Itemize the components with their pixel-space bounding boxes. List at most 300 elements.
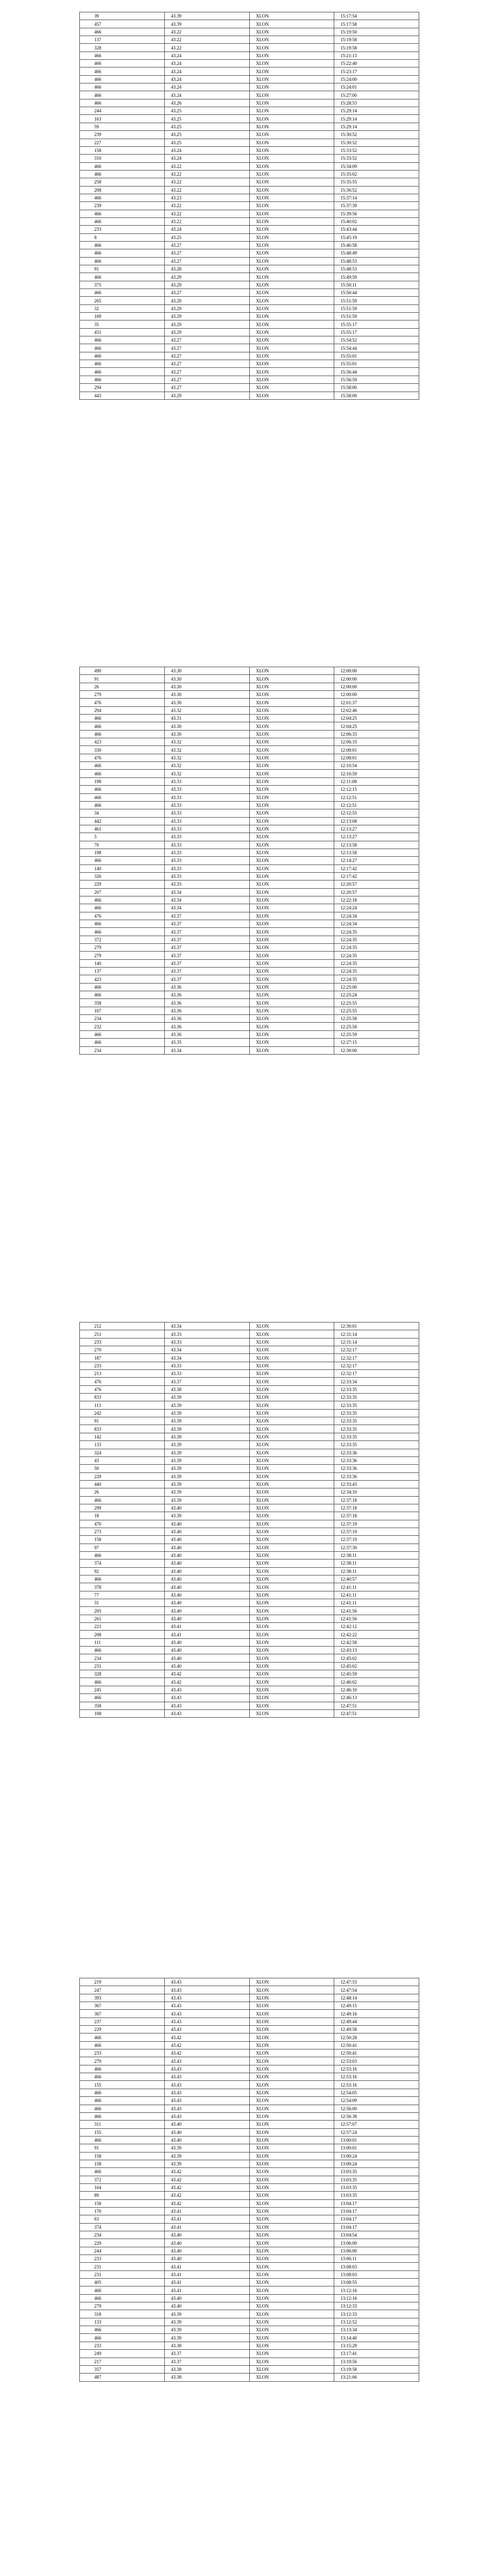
table-row xyxy=(80,1623,419,1631)
venue-cell: XLON xyxy=(250,1346,334,1354)
venue-cell: XLON xyxy=(250,2342,334,2349)
time-cell: 12:46:02 xyxy=(334,1678,419,1686)
quantity-cell: 358 xyxy=(80,999,165,1007)
table-row xyxy=(80,2152,419,2160)
time-cell: 12:33:43 xyxy=(334,1480,419,1488)
venue-cell: XLON xyxy=(250,52,334,59)
time-cell: 12:37:18 xyxy=(334,1496,419,1504)
quantity-cell: 466 xyxy=(80,1039,165,1046)
time-cell: 12:12:51 xyxy=(334,793,419,801)
time-cell: 12:08:01 xyxy=(334,746,419,754)
table-row xyxy=(80,762,419,770)
price-cell: 43.40 xyxy=(165,2231,250,2239)
time-cell: 12:41:56 xyxy=(334,1607,419,1615)
venue-cell: XLON xyxy=(250,1046,334,1054)
time-cell: 13:06:11 xyxy=(334,2255,419,2263)
quantity-cell: 169 xyxy=(80,313,165,320)
price-cell: 43.27 xyxy=(165,344,250,352)
price-cell: 43.24 xyxy=(165,91,250,99)
table-row xyxy=(80,2263,419,2270)
table-row xyxy=(80,178,419,186)
table-row xyxy=(80,91,419,99)
venue-cell: XLON xyxy=(250,857,334,865)
quantity-cell: 213 xyxy=(80,1370,165,1378)
table-row xyxy=(80,849,419,856)
venue-cell: XLON xyxy=(250,754,334,761)
quantity-cell: 97 xyxy=(80,1544,165,1551)
table-row xyxy=(80,1378,419,1385)
table-row xyxy=(80,2112,419,2120)
quantity-cell: 31 xyxy=(80,1599,165,1607)
table-row xyxy=(80,1401,419,1409)
price-cell: 43.36 xyxy=(165,1015,250,1023)
table-row xyxy=(80,99,419,107)
time-cell: 12:41:11 xyxy=(334,1599,419,1607)
table-row xyxy=(80,2199,419,2207)
table-row xyxy=(80,139,419,146)
table-row xyxy=(80,896,419,904)
time-cell: 13:00:24 xyxy=(334,2152,419,2160)
venue-cell: XLON xyxy=(250,304,334,312)
venue-cell: XLON xyxy=(250,2318,334,2326)
price-cell: 43.37 xyxy=(165,975,250,983)
time-cell: 12:24:35 xyxy=(334,936,419,943)
time-cell: 15:55:01 xyxy=(334,352,419,360)
time-cell: 12:27:15 xyxy=(334,1039,419,1046)
price-cell: 43.22 xyxy=(165,36,250,44)
time-cell: 12:37:30 xyxy=(334,1544,419,1551)
price-cell: 43.41 xyxy=(165,2286,250,2294)
quantity-cell: 234 xyxy=(80,1654,165,1662)
price-cell: 43.41 xyxy=(165,2223,250,2231)
price-cell: 43.43 xyxy=(165,2018,250,2025)
price-cell: 43.43 xyxy=(165,2026,250,2033)
quantity-cell: 279 xyxy=(80,691,165,699)
venue-cell: XLON xyxy=(250,2310,334,2318)
venue-cell: XLON xyxy=(250,1638,334,1646)
quantity-cell: 466 xyxy=(80,60,165,67)
quantity-cell: 372 xyxy=(80,2176,165,2183)
price-cell: 43.42 xyxy=(165,2168,250,2176)
quantity-cell: 466 xyxy=(80,217,165,225)
venue-cell: XLON xyxy=(250,115,334,123)
time-cell: 12:17:42 xyxy=(334,865,419,872)
time-cell: 15:50:11 xyxy=(334,281,419,289)
quantity-cell: 466 xyxy=(80,2294,165,2302)
venue-cell: XLON xyxy=(250,1678,334,1686)
price-cell: 43.38 xyxy=(165,1385,250,1393)
quantity-cell: 299 xyxy=(80,1504,165,1512)
price-cell: 43.33 xyxy=(165,865,250,872)
quantity-cell: 233 xyxy=(80,1338,165,1346)
price-cell: 43.37 xyxy=(165,936,250,943)
table-row xyxy=(80,392,419,399)
table-row xyxy=(80,770,419,777)
venue-cell: XLON xyxy=(250,1354,334,1362)
table-row xyxy=(80,2018,419,2025)
time-cell: 15:19:58 xyxy=(334,36,419,44)
quantity-cell: 59 xyxy=(80,123,165,130)
venue-cell: XLON xyxy=(250,762,334,770)
venue-cell: XLON xyxy=(250,944,334,952)
venue-cell: XLON xyxy=(250,75,334,83)
table-row xyxy=(80,699,419,706)
time-cell: 12:25:55 xyxy=(334,1007,419,1014)
price-cell: 43.30 xyxy=(165,667,250,675)
price-cell: 43.42 xyxy=(165,2049,250,2057)
venue-cell: XLON xyxy=(250,1504,334,1512)
price-cell: 43.41 xyxy=(165,1623,250,1631)
time-cell: 15:17:54 xyxy=(334,12,419,20)
venue-cell: XLON xyxy=(250,210,334,217)
quantity-cell: 34 xyxy=(80,809,165,817)
quantity-cell: 833 xyxy=(80,1425,165,1433)
price-cell: 43.37 xyxy=(165,912,250,920)
quantity-cell: 374 xyxy=(80,2223,165,2231)
table-row xyxy=(80,1030,419,1038)
venue-cell: XLON xyxy=(250,2207,334,2215)
table-row xyxy=(80,1330,419,1338)
price-cell: 43.29 xyxy=(165,320,250,328)
table-row xyxy=(80,1678,419,1686)
table-row xyxy=(80,217,419,225)
table-row xyxy=(80,738,419,746)
time-cell: 12:04:25 xyxy=(334,722,419,730)
table-row xyxy=(80,2350,419,2358)
price-cell: 43.32 xyxy=(165,738,250,746)
price-cell: 43.40 xyxy=(165,1560,250,1567)
time-cell: 12:12:55 xyxy=(334,809,419,817)
time-cell: 13:19:58 xyxy=(334,2365,419,2373)
table-row xyxy=(80,2334,419,2342)
price-cell: 43.39 xyxy=(165,1401,250,1409)
table-row xyxy=(80,131,419,139)
time-cell: 15:37:14 xyxy=(334,194,419,201)
quantity-cell: 232 xyxy=(80,1023,165,1030)
time-cell: 12:47:51 xyxy=(334,1709,419,1717)
table-row xyxy=(80,2207,419,2215)
time-cell: 12:41:11 xyxy=(334,1591,419,1599)
time-cell: 12:30:00 xyxy=(334,1046,419,1054)
price-cell: 43.39 xyxy=(165,20,250,28)
quantity-cell: 357 xyxy=(80,2365,165,2373)
time-cell: 12:00:00 xyxy=(334,683,419,690)
time-cell: 12:56:38 xyxy=(334,2112,419,2120)
price-cell: 43.43 xyxy=(165,2112,250,2120)
venue-cell: XLON xyxy=(250,368,334,376)
price-cell: 43.40 xyxy=(165,1528,250,1535)
price-cell: 43.30 xyxy=(165,722,250,730)
trade-table-page-4 xyxy=(79,1978,419,2382)
quantity-cell: 466 xyxy=(80,83,165,91)
quantity-cell: 466 xyxy=(80,249,165,257)
price-cell: 43.37 xyxy=(165,968,250,975)
time-cell: 13:00:01 xyxy=(334,2144,419,2152)
venue-cell: XLON xyxy=(250,28,334,36)
price-cell: 43.43 xyxy=(165,1994,250,2002)
table-row xyxy=(80,754,419,761)
time-cell: 12:32:17 xyxy=(334,1354,419,1362)
venue-cell: XLON xyxy=(250,2041,334,2049)
quantity-cell: 466 xyxy=(80,2286,165,2294)
time-cell: 12:20:57 xyxy=(334,888,419,896)
quantity-cell: 221 xyxy=(80,1623,165,1631)
time-cell: 15:30:52 xyxy=(334,131,419,139)
time-cell: 13:19:56 xyxy=(334,2358,419,2365)
venue-cell: XLON xyxy=(250,2192,334,2199)
table-row xyxy=(80,1702,419,1709)
venue-cell: XLON xyxy=(250,1480,334,1488)
price-cell: 43.30 xyxy=(165,675,250,683)
venue-cell: XLON xyxy=(250,1623,334,1631)
quantity-cell: 466 xyxy=(80,793,165,801)
venue-cell: XLON xyxy=(250,1401,334,1409)
table-row xyxy=(80,123,419,130)
table-row xyxy=(80,2089,419,2096)
table-row xyxy=(80,1528,419,1535)
table-row xyxy=(80,83,419,91)
price-cell: 43.25 xyxy=(165,123,250,130)
venue-cell: XLON xyxy=(250,2294,334,2302)
table-row xyxy=(80,1354,419,1362)
table-row xyxy=(80,376,419,383)
time-cell: 15:49:59 xyxy=(334,273,419,281)
table-row xyxy=(80,1607,419,1615)
price-cell: 43.33 xyxy=(165,1370,250,1378)
price-cell: 43.31 xyxy=(165,715,250,722)
time-cell: 15:30:52 xyxy=(334,139,419,146)
venue-cell: XLON xyxy=(250,959,334,967)
price-cell: 43.40 xyxy=(165,1544,250,1551)
venue-cell: XLON xyxy=(250,1686,334,1693)
quantity-cell: 378 xyxy=(80,1583,165,1591)
time-cell: 13:17:41 xyxy=(334,2350,419,2358)
table-row xyxy=(80,1472,419,1480)
table-row xyxy=(80,1662,419,1670)
price-cell: 43.39 xyxy=(165,1465,250,1472)
time-cell: 12:13:58 xyxy=(334,849,419,856)
price-cell: 43.24 xyxy=(165,75,250,83)
time-cell: 12:46:10 xyxy=(334,1686,419,1693)
quantity-cell: 258 xyxy=(80,178,165,186)
time-cell: 12:25:58 xyxy=(334,1023,419,1030)
time-cell: 12:24:35 xyxy=(334,928,419,936)
quantity-cell: 91 xyxy=(80,1417,165,1425)
price-cell: 43.40 xyxy=(165,1599,250,1607)
price-cell: 43.39 xyxy=(165,1409,250,1417)
time-cell: 13:00:24 xyxy=(334,2160,419,2167)
quantity-cell: 466 xyxy=(80,360,165,368)
time-cell: 12:50:28 xyxy=(334,2033,419,2041)
table-row xyxy=(80,2358,419,2365)
venue-cell: XLON xyxy=(250,1551,334,1559)
table-row xyxy=(80,675,419,683)
venue-cell: XLON xyxy=(250,1456,334,1464)
time-cell: 12:53:16 xyxy=(334,2065,419,2073)
time-cell: 12:24:35 xyxy=(334,968,419,975)
quantity-cell: 170 xyxy=(80,2207,165,2215)
quantity-cell: 466 xyxy=(80,1678,165,1686)
quantity-cell: 133 xyxy=(80,2318,165,2326)
price-cell: 43.39 xyxy=(165,1496,250,1504)
table-row xyxy=(80,857,419,865)
price-cell: 43.39 xyxy=(165,2318,250,2326)
venue-cell: XLON xyxy=(250,313,334,320)
venue-cell: XLON xyxy=(250,336,334,344)
quantity-cell: 279 xyxy=(80,2302,165,2310)
price-cell: 43.29 xyxy=(165,392,250,399)
table-row xyxy=(80,155,419,162)
price-cell: 43.42 xyxy=(165,2192,250,2199)
venue-cell: XLON xyxy=(250,2097,334,2105)
time-cell: 15:50:44 xyxy=(334,289,419,297)
venue-cell: XLON xyxy=(250,297,334,304)
time-cell: 15:39:56 xyxy=(334,210,419,217)
price-cell: 43.27 xyxy=(165,360,250,368)
time-cell: 12:33:35 xyxy=(334,1385,419,1393)
venue-cell: XLON xyxy=(250,872,334,880)
price-cell: 43.32 xyxy=(165,746,250,754)
price-cell: 43.25 xyxy=(165,107,250,115)
quantity-cell: 92 xyxy=(80,1567,165,1575)
time-cell: 12:24:34 xyxy=(334,920,419,928)
time-cell: 12:31:14 xyxy=(334,1338,419,1346)
venue-cell: XLON xyxy=(250,1583,334,1591)
quantity-cell: 466 xyxy=(80,730,165,738)
venue-cell: XLON xyxy=(250,2010,334,2018)
time-cell: 12:50:41 xyxy=(334,2049,419,2057)
time-cell: 12:33:35 xyxy=(334,1417,419,1425)
venue-cell: XLON xyxy=(250,683,334,690)
table-row xyxy=(80,793,419,801)
quantity-cell: 227 xyxy=(80,139,165,146)
price-cell: 43.25 xyxy=(165,115,250,123)
venue-cell: XLON xyxy=(250,2215,334,2223)
table-row xyxy=(80,2342,419,2349)
quantity-cell: 476 xyxy=(80,699,165,706)
quantity-cell: 234 xyxy=(80,1046,165,1054)
price-cell: 43.41 xyxy=(165,2215,250,2223)
venue-cell: XLON xyxy=(250,99,334,107)
price-cell: 43.40 xyxy=(165,1638,250,1646)
time-cell: 13:00:01 xyxy=(334,2136,419,2144)
price-cell: 43.43 xyxy=(165,1978,250,1986)
price-cell: 43.39 xyxy=(165,1433,250,1440)
venue-cell: XLON xyxy=(250,2073,334,2081)
table-row xyxy=(80,1567,419,1575)
price-cell: 43.33 xyxy=(165,1362,250,1369)
venue-cell: XLON xyxy=(250,2270,334,2278)
table-row xyxy=(80,2231,419,2239)
venue-cell: XLON xyxy=(250,2033,334,2041)
quantity-cell: 229 xyxy=(80,880,165,888)
table-row xyxy=(80,344,419,352)
quantity-cell: 233 xyxy=(80,2255,165,2263)
time-cell: 12:42:12 xyxy=(334,1623,419,1631)
table-row xyxy=(80,777,419,785)
venue-cell: XLON xyxy=(250,1631,334,1638)
price-cell: 43.27 xyxy=(165,352,250,360)
table-row xyxy=(80,1496,419,1504)
table-row xyxy=(80,928,419,936)
price-cell: 43.43 xyxy=(165,2065,250,2073)
price-cell: 43.38 xyxy=(165,2374,250,2381)
price-cell: 43.33 xyxy=(165,1330,250,1338)
price-cell: 43.27 xyxy=(165,249,250,257)
table-row xyxy=(80,186,419,194)
table-row xyxy=(80,1409,419,1417)
time-cell: 15:33:52 xyxy=(334,155,419,162)
time-cell: 12:47:51 xyxy=(334,1702,419,1709)
price-cell: 43.24 xyxy=(165,83,250,91)
venue-cell: XLON xyxy=(250,12,334,20)
venue-cell: XLON xyxy=(250,991,334,999)
quantity-cell: 466 xyxy=(80,194,165,201)
quantity-cell: 233 xyxy=(80,2342,165,2349)
price-cell: 43.36 xyxy=(165,991,250,999)
venue-cell: XLON xyxy=(250,1465,334,1472)
table-row xyxy=(80,667,419,675)
price-cell: 43.23 xyxy=(165,194,250,201)
price-cell: 43.24 xyxy=(165,52,250,59)
price-cell: 43.29 xyxy=(165,304,250,312)
venue-cell: XLON xyxy=(250,1591,334,1599)
quantity-cell: 63 xyxy=(80,2215,165,2223)
venue-cell: XLON xyxy=(250,1323,334,1330)
quantity-cell: 158 xyxy=(80,2160,165,2167)
venue-cell: XLON xyxy=(250,162,334,170)
quantity-cell: 431 xyxy=(80,328,165,336)
time-cell: 12:24:35 xyxy=(334,959,419,967)
table-row xyxy=(80,1654,419,1662)
time-cell: 12:37:18 xyxy=(334,1512,419,1520)
time-cell: 12:48:14 xyxy=(334,1994,419,2002)
table-row xyxy=(80,880,419,888)
quantity-cell: 466 xyxy=(80,2334,165,2342)
quantity-cell: 466 xyxy=(80,28,165,36)
time-cell: 12:53:03 xyxy=(334,2057,419,2065)
time-cell: 12:33:35 xyxy=(334,1401,419,1409)
table-row xyxy=(80,194,419,201)
quantity-cell: 229 xyxy=(80,2026,165,2033)
price-cell: 43.29 xyxy=(165,273,250,281)
quantity-cell: 279 xyxy=(80,2057,165,2065)
venue-cell: XLON xyxy=(250,2358,334,2365)
price-cell: 43.30 xyxy=(165,699,250,706)
quantity-cell: 423 xyxy=(80,738,165,746)
venue-cell: XLON xyxy=(250,738,334,746)
venue-cell: XLON xyxy=(250,1702,334,1709)
time-cell: 12:53:16 xyxy=(334,2081,419,2089)
time-cell: 12:32:17 xyxy=(334,1362,419,1369)
time-cell: 13:12:33 xyxy=(334,2310,419,2318)
venue-cell: XLON xyxy=(250,1417,334,1425)
venue-cell: XLON xyxy=(250,770,334,777)
price-cell: 43.40 xyxy=(165,1567,250,1575)
price-cell: 43.36 xyxy=(165,1007,250,1014)
price-cell: 43.33 xyxy=(165,833,250,841)
quantity-cell: 310 xyxy=(80,155,165,162)
quantity-cell: 466 xyxy=(80,257,165,265)
quantity-cell: 466 xyxy=(80,1647,165,1654)
time-cell: 12:00:00 xyxy=(334,667,419,675)
venue-cell: XLON xyxy=(250,320,334,328)
table-row xyxy=(80,28,419,36)
price-cell: 43.42 xyxy=(165,1670,250,1678)
quantity-cell: 158 xyxy=(80,2199,165,2207)
venue-cell: XLON xyxy=(250,1409,334,1417)
quantity-cell: 466 xyxy=(80,91,165,99)
